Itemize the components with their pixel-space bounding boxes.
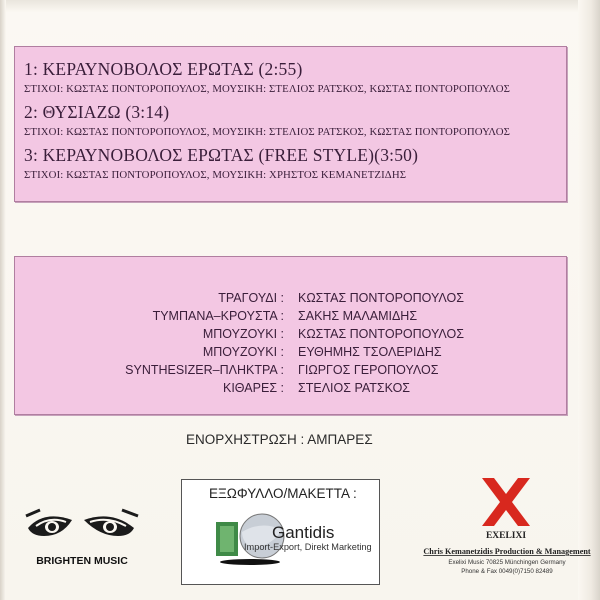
- musicians-panel: [14, 256, 567, 415]
- credit-role: SYNTHESIZER–ΠΛΗΚΤΡΑ :: [125, 363, 284, 377]
- credit-role: ΜΠΟΥΖΟΥΚΙ :: [202, 327, 284, 341]
- exelixi-company: Chris Kemanetzidis Production & Management: [423, 547, 591, 556]
- credit-row: [15, 381, 566, 397]
- credit-name: ΚΩΣΤΑΣ ΠΟΝΤΟΡΟΠΟΥΛΟΣ: [298, 327, 464, 341]
- gantidis-logo: [202, 510, 372, 574]
- paper-edge-top: [0, 0, 600, 12]
- credit-row: [15, 309, 566, 325]
- track-2-title: 2: ΘΥΣΙΑΖΩ (3:14): [24, 102, 170, 122]
- credit-row: [15, 345, 566, 361]
- credit-role: ΤΥΜΠΑΝΑ–ΚΡΟΥΣΤΑ :: [152, 309, 284, 323]
- track-3-title: 3: ΚΕΡΑΥΝΟΒΟΛΟΣ ΕΡΩΤΑΣ (FREE STYLE)(3:50): [24, 145, 419, 165]
- credit-name: ΓΙΩΡΓΟΣ ΓΕΡΟΠΟΥΛΟΣ: [298, 363, 439, 377]
- track-2-credit: ΣΤΙΧΟΙ: ΚΩΣΤΑΣ ΠΟΝΤΟΡΟΠΟΥΛΟΣ, ΜΟΥΣΙΚΗ: ΣΤΕΛΙΟΣ ΡΑΤΣΚΟΣ, ΚΩΣΤΑΣ ΠΟΝΤΟΡΟΠΟΥΛΟΣ: [24, 126, 511, 138]
- exelixi-x-icon: [482, 478, 530, 526]
- gantidis-tagline: Import-Export, Direkt Marketing: [244, 542, 372, 552]
- credit-name: ΚΩΣΤΑΣ ΠΟΝΤΟΡΟΠΟΥΛΟΣ: [298, 291, 464, 305]
- exelixi-phone: Phone & Fax 0049(0)7150 82489: [461, 568, 553, 575]
- credit-name: ΕΥΘΗΜΗΣ ΤΣΟΛΕΡΙΔΗΣ: [298, 345, 442, 359]
- eyes-icon: [26, 510, 138, 536]
- credit-row: [15, 327, 566, 343]
- tracklist-panel: [14, 46, 567, 202]
- credit-row: [15, 291, 566, 307]
- credit-role: ΤΡΑΓΟΥΔΙ :: [218, 291, 284, 305]
- cover-design-box: [181, 479, 380, 585]
- gantidis-name: Gantidis: [272, 523, 335, 542]
- exelixi-logo: [423, 476, 591, 582]
- brighten-music-logo: [22, 506, 142, 578]
- exelixi-address: Exelixi Music 70825 Münchingen Germany: [448, 559, 566, 566]
- brighten-music-text: BRIGHTEN MUSIC: [36, 555, 128, 567]
- paper-edge-left: [0, 0, 6, 600]
- credit-name: ΣΑΚΗΣ ΜΑΛΑΜΙΔΗΣ: [298, 309, 418, 323]
- cover-design-label: ΕΞΩΦΥΛΛΟ/ΜΑΚΕΤΤΑ :: [209, 486, 357, 501]
- credit-row: [15, 363, 566, 379]
- exelixi-brand: EXELIXI: [485, 531, 527, 541]
- track-3-credit: ΣΤΙΧΟΙ: ΚΩΣΤΑΣ ΠΟΝΤΟΡΟΠΟΥΛΟΣ, ΜΟΥΣΙΚΗ: ΧΡΗΣΤΟΣ ΚΕΜΑΝΕΤΖΙΔΗΣ: [24, 169, 407, 181]
- credit-role: ΜΠΟΥΖΟΥΚΙ :: [202, 345, 284, 359]
- track-1-title: 1: ΚΕΡΑΥΝΟΒΟΛΟΣ ΕΡΩΤΑΣ (2:55): [24, 59, 303, 79]
- credit-name: ΣΤΕΛΙΟΣ ΡΑΤΣΚΟΣ: [298, 381, 411, 395]
- track-1-credit: ΣΤΙΧΟΙ: ΚΩΣΤΑΣ ΠΟΝΤΟΡΟΠΟΥΛΟΣ, ΜΟΥΣΙΚΗ: ΣΤΕΛΙΟΣ ΡΑΤΣΚΟΣ, ΚΩΣΤΑΣ ΠΟΝΤΟΡΟΠΟΥΛΟΣ: [24, 83, 511, 95]
- arrangement-credit: ΕΝΟΡΧΗΣΤΡΩΣΗ : ΑΜΠΑΡΕΣ: [186, 432, 373, 447]
- credit-role: ΚΙΘΑΡΕΣ :: [223, 381, 284, 395]
